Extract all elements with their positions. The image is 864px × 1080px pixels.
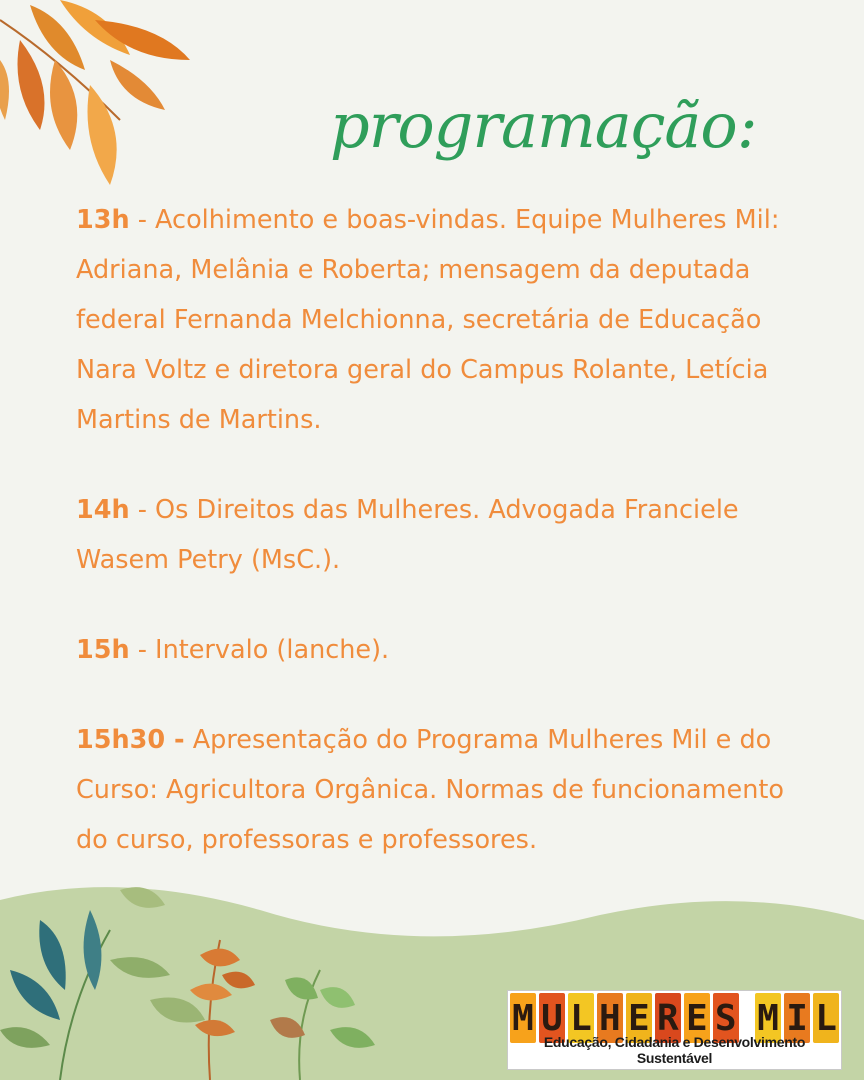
- schedule-list: [76, 195, 796, 905]
- schedule-time: 15h30 -: [76, 725, 185, 755]
- page-title: programação:: [330, 89, 757, 162]
- logo-letter: E: [684, 993, 710, 1043]
- schedule-item: [76, 625, 796, 675]
- schedule-item: [76, 715, 796, 865]
- autumn-leaves-decoration: [0, 0, 220, 200]
- schedule-time: 14h: [76, 495, 130, 525]
- schedule-time: 13h: [76, 205, 130, 235]
- logo-letter: U: [539, 993, 565, 1043]
- schedule-description: - Acolhimento e boas-vindas. Equipe Mulheres Mil: Adriana, Melânia e Roberta; mensagem da deputada federal Fernanda Melchionna, secretária de Educação Nara Voltz e diretora geral do Campus Rolante, Letícia Martins de Martins.: [76, 205, 780, 435]
- logo-letter: R: [655, 993, 681, 1043]
- logo-subtitle: Educação, Cidadania e Desenvolvimento Sustentável: [543, 1034, 806, 1066]
- mulheres-mil-logo: [507, 990, 842, 1070]
- logo-letter: E: [626, 993, 652, 1043]
- logo-letter: L: [568, 993, 594, 1043]
- schedule-time: 15h: [76, 635, 130, 665]
- logo-letter: H: [597, 993, 623, 1043]
- logo-letter: L: [813, 993, 839, 1043]
- schedule-item: [76, 485, 796, 585]
- logo-letter: S: [713, 993, 739, 1043]
- schedule-description: Apresentação do Programa Mulheres Mil e do Curso: Agricultora Orgânica. Normas de funcionamento do curso, professoras e professores.: [76, 725, 784, 855]
- schedule-description: - Os Direitos das Mulheres. Advogada Franciele Wasem Petry (MsC.).: [76, 495, 739, 575]
- logo-letter: M: [755, 993, 781, 1043]
- logo-letter: I: [784, 993, 810, 1043]
- schedule-item: [76, 195, 796, 445]
- logo-letter: M: [510, 993, 536, 1043]
- schedule-description: - Intervalo (lanche).: [129, 635, 390, 665]
